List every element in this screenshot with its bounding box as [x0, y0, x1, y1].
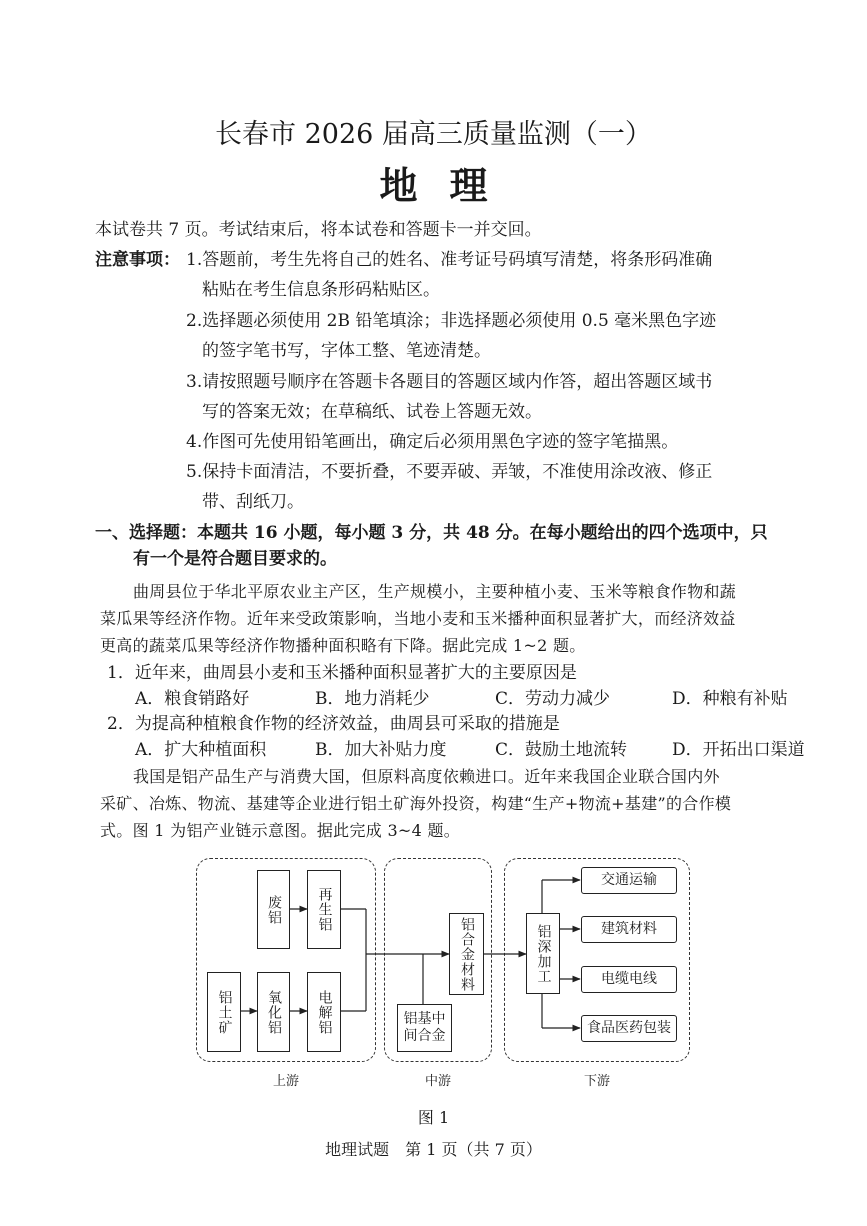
notice-label: 注意事项： [95, 250, 180, 270]
notice-item-3-line1: 3.请按照题号顺序在答题卡各题目的答题区域内作答，超出答题区域书 [186, 372, 713, 392]
notice-item-4-line1: 4.作图可先使用铅笔画出，确定后必须用黑色字迹的签字笔描黑。 [186, 432, 679, 452]
section1-heading-line1: 一、选择题：本题共 16 小题，每小题 3 分，共 48 分。在每小题给出的四个选项中，只 [95, 523, 768, 543]
box-bauxite: 铝土矿 [207, 972, 241, 1052]
notice-item-1-line1: 1.答题前，考生先将自己的姓名、准考证号码填写清楚，将条形码准确 [186, 250, 713, 270]
exam-title: 长春市 2026 届高三质量监测（一） [215, 119, 652, 150]
box-recycled-aluminum: 再生铝 [307, 870, 341, 949]
label-midstream: 中游 [424, 1074, 451, 1089]
box-building-materials: 建筑材料 [581, 916, 677, 943]
label-upstream: 上游 [272, 1074, 299, 1089]
box-electrolytic-aluminum: 电解铝 [307, 972, 341, 1052]
notice-item-1-line2: 粘贴在考生信息条形码粘贴区。 [202, 280, 440, 300]
section1-heading-line2: 有一个是符合题目要求的。 [133, 549, 337, 569]
q1-option-b: B．地力消耗少 [315, 689, 430, 709]
q1-option-a: A．粮食销路好 [135, 689, 250, 709]
q2-stem: 2．为提高种植粮食作物的经济效益，曲周县可采取的措施是 [107, 714, 560, 734]
box-master-alloy: 铝基中间合金 [397, 1004, 452, 1052]
passage2-line2: 采矿、冶炼、物流、基建等企业进行铝土矿海外投资，构建“生产+物流+基建”的合作模 [100, 794, 732, 813]
box-deep-processing: 铝深加工 [526, 913, 560, 994]
notice-item-2-line1: 2.选择题必须使用 2B 铅笔填涂；非选择题必须使用 0.5 毫米黑色字迹 [186, 311, 717, 331]
passage2-line3: 式。图 1 为铝产业链示意图。据此完成 3~4 题。 [100, 821, 461, 840]
intro-text: 本试卷共 7 页。考试结束后，将本试卷和答题卡一并交回。 [95, 220, 542, 240]
figure-caption: 图 1 [417, 1108, 450, 1127]
box-aluminum-alloy-material: 铝合金材料 [449, 913, 484, 995]
q2-option-d: D．开拓出口渠道 [672, 740, 805, 760]
box-food-medical-packaging: 食品医药包装 [581, 1015, 677, 1042]
q2-option-a: A．扩大种植面积 [135, 740, 267, 760]
passage2-line1: 我国是铝产品生产与消费大国，但原料高度依赖进口。近年来我国企业联合国内外 [133, 767, 720, 786]
q1-option-d: D．种粮有补贴 [672, 689, 788, 709]
notice-item-5-line2: 带、刮纸刀。 [202, 492, 304, 512]
q1-stem: 1．近年来，曲周县小麦和玉米播种面积显著扩大的主要原因是 [107, 663, 577, 683]
notice-item-5-line1: 5.保持卡面清洁，不要折叠，不要弄破、弄皱，不准使用涂改液、修正 [186, 462, 713, 482]
notice-item-3-line2: 写的答案无效；在草稿纸、试卷上答题无效。 [202, 402, 542, 422]
box-transport: 交通运输 [581, 867, 677, 894]
notice-item-2-line2: 的签字笔书写，字体工整、笔迹清楚。 [202, 341, 491, 361]
passage1-line3: 更高的蔬菜瓜果等经济作物播种面积略有下降。据此完成 1~2 题。 [100, 636, 586, 655]
label-downstream: 下游 [583, 1074, 610, 1089]
q1-option-c: C．劳动力减少 [495, 689, 611, 709]
q2-option-c: C．鼓励土地流转 [495, 740, 628, 760]
page-footer: 地理试题 第 1 页（共 7 页） [325, 1140, 542, 1159]
box-cable-wire: 电缆电线 [581, 966, 677, 993]
box-alumina: 氧化铝 [257, 972, 290, 1052]
box-waste-aluminum: 废铝 [257, 870, 290, 949]
q2-option-b: B．加大补贴力度 [315, 740, 447, 760]
subject-title: 地理 [379, 163, 520, 208]
passage1-line1: 曲周县位于华北平原农业主产区，生产规模小，主要种植小麦、玉米等粮食作物和蔬 [133, 582, 737, 601]
passage1-line2: 菜瓜果等经济作物。近年来受政策影响，当地小麦和玉米播种面积显著扩大，而经济效益 [100, 609, 736, 628]
